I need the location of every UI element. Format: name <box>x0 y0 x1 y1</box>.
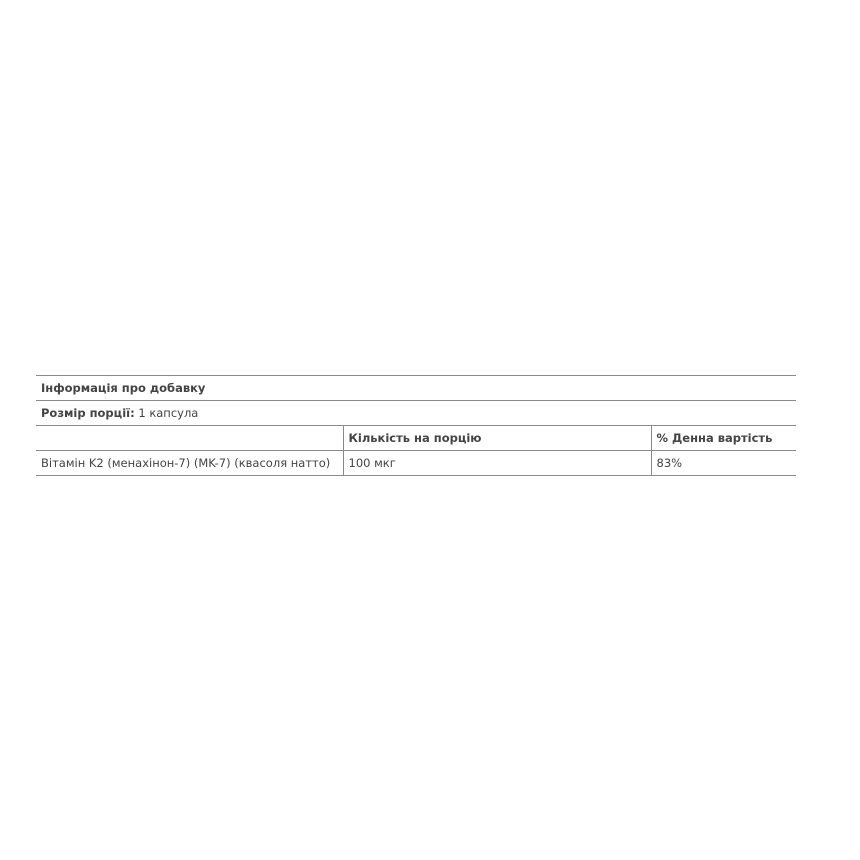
column-header-amount: Кількість на порцію <box>343 426 651 451</box>
supplement-facts-title: Інформація про добавку <box>41 381 206 395</box>
table-header-row <box>36 426 796 451</box>
column-header-daily-value: % Денна вартість <box>651 426 796 451</box>
serving-size-label: Розмір порції: <box>41 406 135 420</box>
nutrient-table <box>36 425 796 476</box>
ingredient-name: Вітамін K2 (менахінон-7) (MK-7) (квасоля натто) <box>36 451 343 476</box>
column-header-ingredient <box>36 426 343 451</box>
supplement-facts-table <box>36 375 796 476</box>
ingredient-amount: 100 мкг <box>343 451 651 476</box>
ingredient-daily-value: 83% <box>651 451 796 476</box>
serving-size-row <box>36 400 796 425</box>
supplement-facts-title-row <box>36 375 796 400</box>
table-row <box>36 451 796 476</box>
serving-size-value: 1 капсула <box>134 406 199 420</box>
